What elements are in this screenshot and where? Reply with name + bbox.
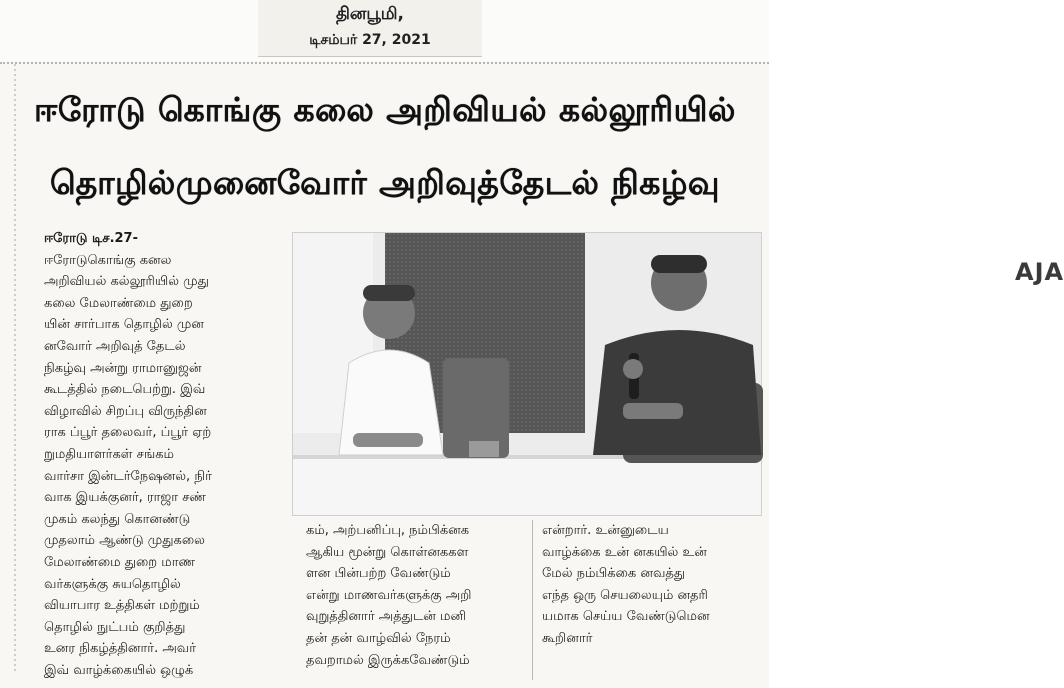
article-line: யின் சார்பாக தொழில் முன [44, 317, 204, 333]
article-line: மேல் நம்பிக்கை னவத்து [542, 566, 686, 582]
article-line: வர்களுக்கு சுயதொழில் [44, 576, 181, 592]
headline-line-2: தொழில்முனைவோர் அறிவுத்தேடல் நிகழ்வு [50, 163, 720, 202]
article-line: ஈரோடுகொங்கு கனல [44, 252, 172, 268]
article-line: இவ் வாழ்க்கையில் ஒழுக் [44, 662, 194, 678]
article-line: கம், அற்பனிப்பு, நம்பிக்னக [306, 523, 470, 538]
article-line: கலை மேலாண்மை துறை [44, 295, 193, 311]
newspaper-name: தினபூமி, [336, 4, 404, 24]
article-line: எந்த ஒரு செயலையும் னதரி [542, 587, 708, 603]
article-line: தொழில் நுட்பம் குறித்து [44, 619, 186, 635]
article-line: தவறாமல் இருக்கவேண்டும் [306, 652, 470, 668]
event-photo [292, 232, 1064, 516]
article-column-right [542, 520, 758, 650]
publication-date: டிசம்பர் 27, 2021 [309, 32, 431, 48]
article-line: வாக இயக்குனர், ராஜா சண் [44, 490, 206, 506]
article-line: முகம் கலந்து கொனண்டு [44, 511, 191, 527]
article-line: ஆகிய மூன்று கொள்னககள [306, 544, 469, 560]
article-line: மேலாண்மை துறை மாண [44, 554, 196, 570]
article-line: ளன பின்பற்ற வேண்டும் [306, 566, 451, 582]
sheet-edge-divider [14, 64, 16, 674]
article-line: கூறினார் [542, 630, 593, 646]
article-line: என்றார். உன்னுடைய [542, 523, 669, 538]
article-column-left [44, 228, 278, 681]
article-column-middle [306, 520, 520, 671]
article-line: விழாவில் சிறப்பு விருந்தின [44, 403, 207, 419]
article-line: கூடத்தில் நடைபெற்று. இவ் [44, 382, 206, 398]
article-line: நிகழ்வு அன்று ராமானுஜன் [44, 360, 202, 376]
article-line: யமாக செய்ய வேண்டுமென [542, 609, 710, 625]
backdrop-banner-text: AJA [1015, 258, 1064, 286]
article-line: என்று மாணவர்களுக்கு அறி [306, 587, 472, 603]
event-photo-image [293, 233, 761, 515]
article-line: ராக ப்பூர் தலைவர், ப்பூர் ஏற் [44, 425, 212, 441]
article-line: றுமதியாளர்கள் சங்கம் [44, 446, 174, 462]
article-line: தன் தன் வாழ்வில் நேரம் [306, 630, 451, 646]
article-line: அறிவியல் கல்லூரியில் முது [44, 274, 209, 290]
dateline: ஈரோடு டிச.27- [44, 231, 139, 246]
article-line: வுறுத்தினார் அத்துடன் மனி [306, 609, 467, 625]
article-line: னவோர் அறிவுத் தேடல் [44, 338, 186, 354]
article-line: முதலாம் ஆண்டு முதுகலை [44, 533, 205, 549]
article-line: வாழ்க்கை உன் னகயில் உன் [542, 544, 707, 560]
article-line: உனர நிகழ்த்தினார். அவர் [44, 641, 197, 657]
column-divider [532, 520, 533, 680]
article-line: வார்சா இன்டர்நேஷனல், நிர் [44, 468, 212, 484]
headline-line-1: ஈரோடு கொங்கு கலை அறிவியல் கல்லூரியில் [34, 90, 736, 129]
masthead [258, 0, 482, 57]
article-line: வியாபார உத்திகள் மற்றும் [44, 598, 200, 614]
